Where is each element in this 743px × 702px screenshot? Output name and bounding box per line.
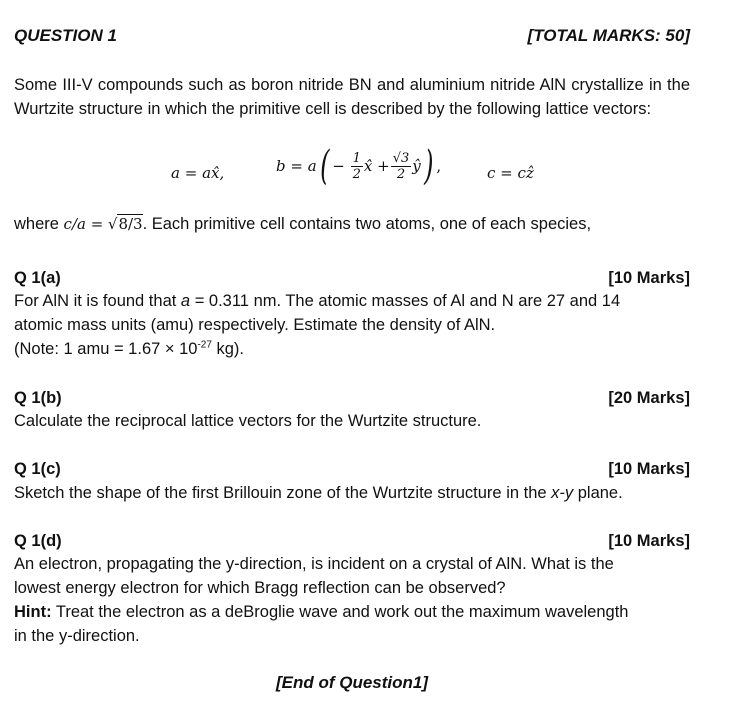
part-b-label: Q 1(b) [14,389,62,407]
equation-a [171,164,224,182]
part-a-line2: atomic mass units (amu) respectively. Estimate the density of AlN. [14,316,496,334]
part-d-header [14,529,690,553]
where-suffix: . Each primitive cell contains two atoms, one of each species, [142,215,592,233]
part-a-marks: [10 Marks] [608,269,690,287]
total-marks: [TOTAL MARKS: 50] [527,26,690,45]
equation-b: b = a ( − $\frac{1}{2}$ x̂ + $\frac{√3}{2}$ ŷ ) , [276,143,442,189]
part-c-marks: [10 Marks] [608,460,690,478]
part-d-line1: An electron, propagating the y-direction, is incident on a crystal of AlN. What is the [14,555,614,573]
part-d-line4: in the y-direction. [14,627,140,645]
equation-c: c = cẑ [487,164,534,182]
where-line: where c/a = √8/3. Each primitive cell contains two atoms, one of each species, [14,215,592,233]
equation-b-lhs: b = a [276,157,317,175]
right-paren-icon: ) [423,143,434,189]
part-a-label: Q 1(a) [14,269,61,287]
part-c-header [14,457,690,481]
lattice-vectors-equations [14,143,690,202]
part-b-header [14,386,690,410]
part-d-hint: Hint: Treat the electron as a deBroglie wave and work out the maximum wavelength [14,603,629,621]
part-a-header [14,266,690,290]
equation-b-y: ŷ [412,157,421,175]
ratio-expression: c/a = [63,215,104,233]
equation-a-rhs: = ax̂, [184,164,225,182]
exam-page [14,0,690,702]
left-paren-icon: ( [319,143,330,189]
intro-paragraph: Some III-V compounds such as boron nitride BN and aluminium nitride AlN crystallize in the Wurtzite structure in which the primitive cell is described by the following lattice vectors: [14,76,690,118]
equation-b-x: x̂ + [363,157,390,175]
part-c-label: Q 1(c) [14,460,61,478]
sqrt-value: 8/3 [118,215,143,233]
question-title: QUESTION 1 [14,26,117,45]
end-of-question: [End of Question1] [275,673,429,692]
where-prefix: where [14,215,59,233]
question-header [14,26,690,46]
part-a-note: (Note: 1 amu = $1.67 \times 10^{-27}$ kg). [14,339,244,358]
part-b-line1: Calculate the reciprocal lattice vectors for the Wurtzite structure. [14,412,482,430]
part-b-marks: [20 Marks] [608,389,690,407]
part-a-line1: For AlN it is found that a = 0.311 nm. The atomic masses of Al and N are 27 and 14 [14,292,621,310]
fraction-one-half: $\frac{1}{2}$ [352,150,361,182]
hint-label: Hint: [14,603,52,621]
part-d-line2: lowest energy electron for which Bragg reflection can be observed? [14,579,506,597]
part-d-label: Q 1(d) [14,532,62,550]
fraction-root3-half: $\frac{√3}{2}$ [392,150,410,182]
part-d-marks: [10 Marks] [608,532,690,550]
part-c-line1: Sketch the shape of the first Brillouin zone of the Wurtzite structure in the x-y plane. [14,484,623,502]
equation-a-lhs: a [171,164,180,182]
